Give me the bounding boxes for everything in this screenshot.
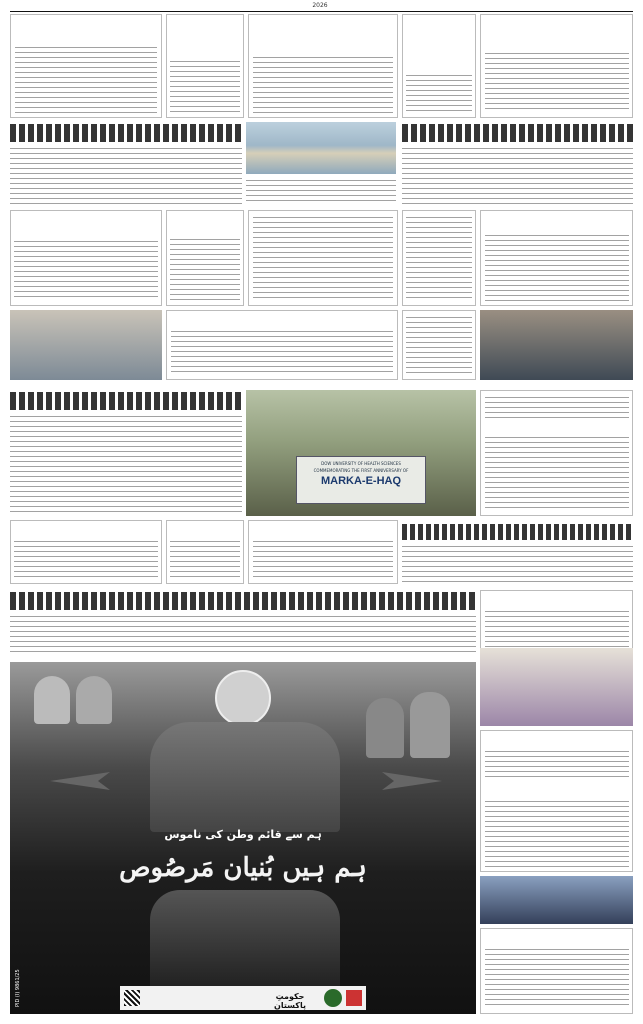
ad-slogan: ہم ہیں بُنیان مَرصُوص [119,853,367,883]
officials-photo [480,310,633,380]
headline-right [402,124,633,142]
article-text [170,239,240,301]
column-right-3 [480,730,633,872]
advertisement [10,662,476,1014]
portrait-right-2 [410,692,450,758]
article-text [485,751,629,781]
article-text [402,546,633,582]
article-text [485,397,629,419]
article-text [253,217,393,301]
govt-emblem-icon [324,989,342,1007]
headline-main-3 [10,592,476,610]
column-right-2 [480,590,633,654]
headline-right-2 [402,524,633,540]
article-text [170,61,240,113]
qr-code-icon [124,990,140,1006]
headline-left [10,124,242,142]
portrait-right-1 [366,698,404,758]
portrait-photo [480,648,633,726]
article-text [246,180,396,204]
top-rule [10,11,633,12]
column-right-1 [480,390,633,516]
column-mid-2 [166,210,244,306]
article-text [170,541,240,579]
emblem [215,670,271,726]
jet-right [382,772,442,790]
column-row4-2 [166,520,244,584]
article-text [406,317,472,375]
article-text [485,437,629,511]
article-text [171,331,393,375]
urban-logo-icon [346,990,362,1006]
banner-line1: MARKA-E-HAQ [320,475,402,487]
river-photo [246,122,396,174]
jet-left [50,772,110,790]
column-top-4 [402,14,476,118]
column-row4-1 [10,520,162,584]
ad-code: PID (I) 9861/25 [15,969,21,1007]
column-top-1 [10,14,162,118]
article-text [253,57,393,113]
article-text [10,616,476,656]
ad-footer-govt: حکومتِ پاکستان [274,992,306,1010]
dateline: 2026 [312,2,328,9]
article-text [10,416,242,516]
group-photo [10,310,162,380]
article-text [14,541,158,579]
portrait-left-2 [76,676,112,724]
column-mid-4 [402,210,476,306]
classroom-photo [480,876,633,924]
article-text [485,235,629,301]
banner-line2: COMMEMORATING THE FIRST ANNIVERSARY OF [313,468,409,473]
article-text [485,611,629,649]
article-text [14,241,158,301]
banner-line3: DOW UNIVERSITY OF HEALTH SCIENCES [321,461,401,466]
headline-left-2 [10,392,242,410]
ad-footer [120,986,366,1010]
crowd [150,890,340,986]
article-text [485,53,629,113]
portrait-left-1 [34,676,70,724]
article-text [253,541,393,579]
rally-photo [246,390,476,516]
column-row3-3 [402,310,476,380]
column-row3-2 [166,310,398,380]
column-mid-5 [480,210,633,306]
article-text [15,47,157,113]
column-mid-1 [10,210,162,306]
article-text [406,217,472,301]
column-top-3 [248,14,398,118]
article-text [406,75,472,113]
article-text [10,148,242,204]
rally-banner [296,456,426,504]
column-mid-3 [248,210,398,306]
chiefs-group [150,722,340,832]
article-text [402,148,633,204]
column-top-5 [480,14,633,118]
column-top-2 [166,14,244,118]
column-right-4 [480,928,633,1014]
article-text [485,801,629,867]
article-text [485,949,629,1009]
ad-tagline: ہم سے قائم وطن کی ناموس [164,828,322,841]
column-row4-3 [248,520,398,584]
